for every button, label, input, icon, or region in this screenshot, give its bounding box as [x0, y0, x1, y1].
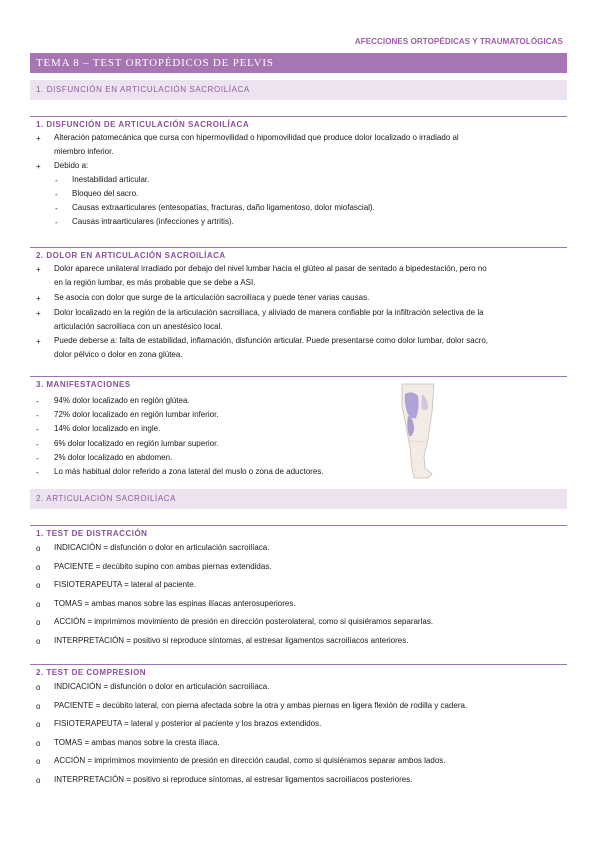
paragraph-line: Dolor aparece unilateral irradiado por debajo del nivel lumbar hacia el glúteo al pasar de sentado a bipedestación, pero no: [54, 264, 487, 273]
definition-value: = lateral al paciente.: [121, 580, 196, 589]
definition-term: FISIOTERAPEUTA: [54, 719, 122, 728]
title-bar: [30, 53, 567, 73]
definition-value: = positivo si reproduce síntomas, al estresar ligamentos sacroilíacos posteriores.: [124, 774, 413, 784]
plus-bullet: +: [36, 162, 41, 171]
subsection-heading-text: 3. MANIFESTACIONES: [36, 380, 131, 389]
definition-value: = decúbito supino con ambas piernas extendidas.: [93, 561, 272, 571]
running-header: AFECCIONES ORTOPÉDICAS Y TRAUMATOLÓGICAS: [354, 37, 563, 46]
dash-bullet: -: [36, 425, 39, 434]
plus-bullet: +: [36, 337, 41, 346]
circle-bullet: o: [36, 562, 41, 572]
subsection-heading: [30, 376, 567, 389]
circle-bullet: o: [36, 701, 41, 711]
definition-item: [54, 543, 269, 553]
plus-bullet: +: [36, 294, 41, 303]
definition-value: = disfunción o dolor en articulación sacroilíaca.: [101, 543, 270, 552]
definition-term: PACIENTE: [54, 561, 94, 571]
circle-bullet: o: [36, 738, 41, 748]
dash-bullet: -: [55, 190, 58, 199]
circle-bullet: o: [36, 581, 41, 590]
page-title: TEMA 8 – TEST ORTOPÉDICOS DE PELVIS: [36, 57, 274, 69]
list-item: Inestabilidad articular.: [72, 175, 150, 184]
dash-bullet: -: [36, 397, 39, 406]
list-item: 94% dolor localizado en región glútea.: [54, 396, 190, 405]
definition-value: = imprimimos movimiento de presión en dirección posterolateral, como si quisiéramos separarlas.: [85, 617, 434, 626]
definition-value: = lateral y posterior al paciente y los brazos extendidos.: [121, 719, 322, 728]
list-item: Causas intraarticulares (infecciones y artritis).: [72, 217, 234, 226]
definition-term: INDICACIÓN: [54, 543, 102, 552]
definition-value: = ambas manos sobre las espinas ilíacas anterosuperiores.: [82, 598, 296, 608]
circle-bullet: o: [36, 599, 41, 609]
definition-item: [54, 682, 269, 692]
dash-bullet: -: [36, 411, 39, 420]
subsection-heading-text: 1. TEST DE DISTRACCIÓN: [36, 529, 148, 538]
dash-bullet: -: [36, 440, 39, 449]
definition-term: PACIENTE: [54, 700, 94, 710]
paragraph-line: Debido a:: [54, 161, 89, 170]
leg-pain-map-illustration: [388, 382, 448, 480]
subsection-heading: [30, 525, 567, 538]
definition-item: [54, 701, 467, 711]
definition-item: [54, 775, 412, 785]
section-band-2-label: 2. ARTICULACIÓN SACROILÍACA: [36, 494, 177, 503]
paragraph-line: Alteración patomecánica que cursa con hipermovilidad o hipomovilidad que produce dolor localizado o irradiado al: [54, 133, 459, 142]
paragraph-line: en la región lumbar, es más probable que se debe a ASI.: [54, 278, 256, 287]
circle-bullet: o: [36, 683, 41, 692]
definition-item: [54, 599, 296, 609]
dash-bullet: -: [36, 468, 39, 477]
circle-bullet: o: [36, 757, 41, 766]
definition-term: INDICACIÓN: [54, 682, 102, 691]
circle-bullet: o: [36, 618, 41, 627]
definition-value: = decúbito lateral, con pierna afectada sobre la otra y ambas piernas en ligera flexión de rodilla y cadera.: [93, 700, 468, 710]
section-band-1-label: 1. DISFUNCIÓN EN ARTICULACIÓN SACROILÍACA: [36, 85, 250, 94]
subsection-heading-text: 2. DOLOR EN ARTICULACIÓN SACROILÍACA: [36, 251, 226, 260]
definition-item: [54, 719, 321, 729]
subsection-heading-text: 2. TEST DE COMPRESION: [36, 668, 147, 677]
paragraph-line: miembro inferior.: [54, 147, 114, 156]
section-band-1: [30, 80, 567, 100]
definition-value: = ambas manos sobre la cresta ilíaca.: [82, 737, 220, 747]
list-item: 2% dolor localizado en abdomen.: [54, 453, 173, 462]
circle-bullet: o: [36, 720, 41, 729]
definition-term: FISIOTERAPEUTA: [54, 580, 122, 589]
subsection-heading: [30, 116, 567, 129]
definition-term: TOMAS: [54, 737, 83, 747]
definition-item: [54, 580, 196, 590]
definition-item: [54, 562, 272, 572]
circle-bullet: o: [36, 636, 41, 646]
definition-value: = imprimimos movimiento de presión en dirección caudal, como si quisiéramos separar ambos lados.: [85, 756, 446, 765]
plus-bullet: +: [36, 265, 41, 274]
paragraph-line: Puede deberse a: falta de estabilidad, inflamación, disfunción articular. Puede presentarse como dolor lumbar, dolor sacro,: [54, 336, 489, 345]
definition-term: TOMAS: [54, 598, 83, 608]
definition-item: [54, 756, 446, 766]
list-item: Bloqueo del sacro.: [72, 189, 139, 198]
paragraph-line: Se asocia con dolor que surge de la articulación sacroilíaca y puede tener varias causas.: [54, 293, 370, 302]
paragraph-line: articulación sacroilíaca con un anestésico local.: [54, 322, 223, 331]
definition-term: ACCIÓN: [54, 617, 86, 626]
dash-bullet: -: [55, 176, 58, 185]
dash-bullet: -: [36, 454, 39, 463]
dash-bullet: -: [55, 204, 58, 213]
circle-bullet: o: [36, 544, 41, 553]
definition-value: = disfunción o dolor en articulación sacroilíaca.: [101, 682, 270, 691]
definition-item: [54, 617, 433, 627]
paragraph-line: dolor pélvico o dolor en zona glútea.: [54, 350, 183, 359]
list-item: Lo más habitual dolor referido a zona lateral del muslo o zona de aductores.: [54, 467, 324, 476]
section-band-2: [30, 489, 567, 509]
definition-value: = positivo si reproduce síntomas, al estresar ligamentos sacroilíacos anteriores.: [124, 635, 409, 645]
subsection-heading-text: 1. DISFUNCIÓN DE ARTICULACIÓN SACROILÍACA: [36, 120, 250, 129]
list-item: Causas extraarticulares (entesopatías, fracturas, daño ligamentoso, dolor miofascial).: [72, 203, 375, 212]
definition-item: [54, 636, 408, 646]
subsection-heading: [30, 247, 567, 260]
definition-item: [54, 738, 220, 748]
plus-bullet: +: [36, 309, 41, 318]
definition-term: INTERPRETACIÓN: [54, 774, 125, 784]
dash-bullet: -: [55, 218, 58, 227]
paragraph-line: Dolor localizado en la región de la articulación sacroilíaca, y aliviado de manera confiable por la infiltración selectiva de la: [54, 308, 484, 317]
subsection-heading: [30, 664, 567, 677]
list-item: 14% dolor localizado en ingle.: [54, 424, 161, 433]
circle-bullet: o: [36, 775, 41, 785]
list-item: 6% dolor localizado en región lumbar superior.: [54, 439, 219, 448]
definition-term: INTERPRETACIÓN: [54, 635, 125, 645]
list-item: 72% dolor localizado en región lumbar inferior.: [54, 410, 219, 419]
definition-term: ACCIÓN: [54, 756, 86, 765]
plus-bullet: +: [36, 134, 41, 143]
